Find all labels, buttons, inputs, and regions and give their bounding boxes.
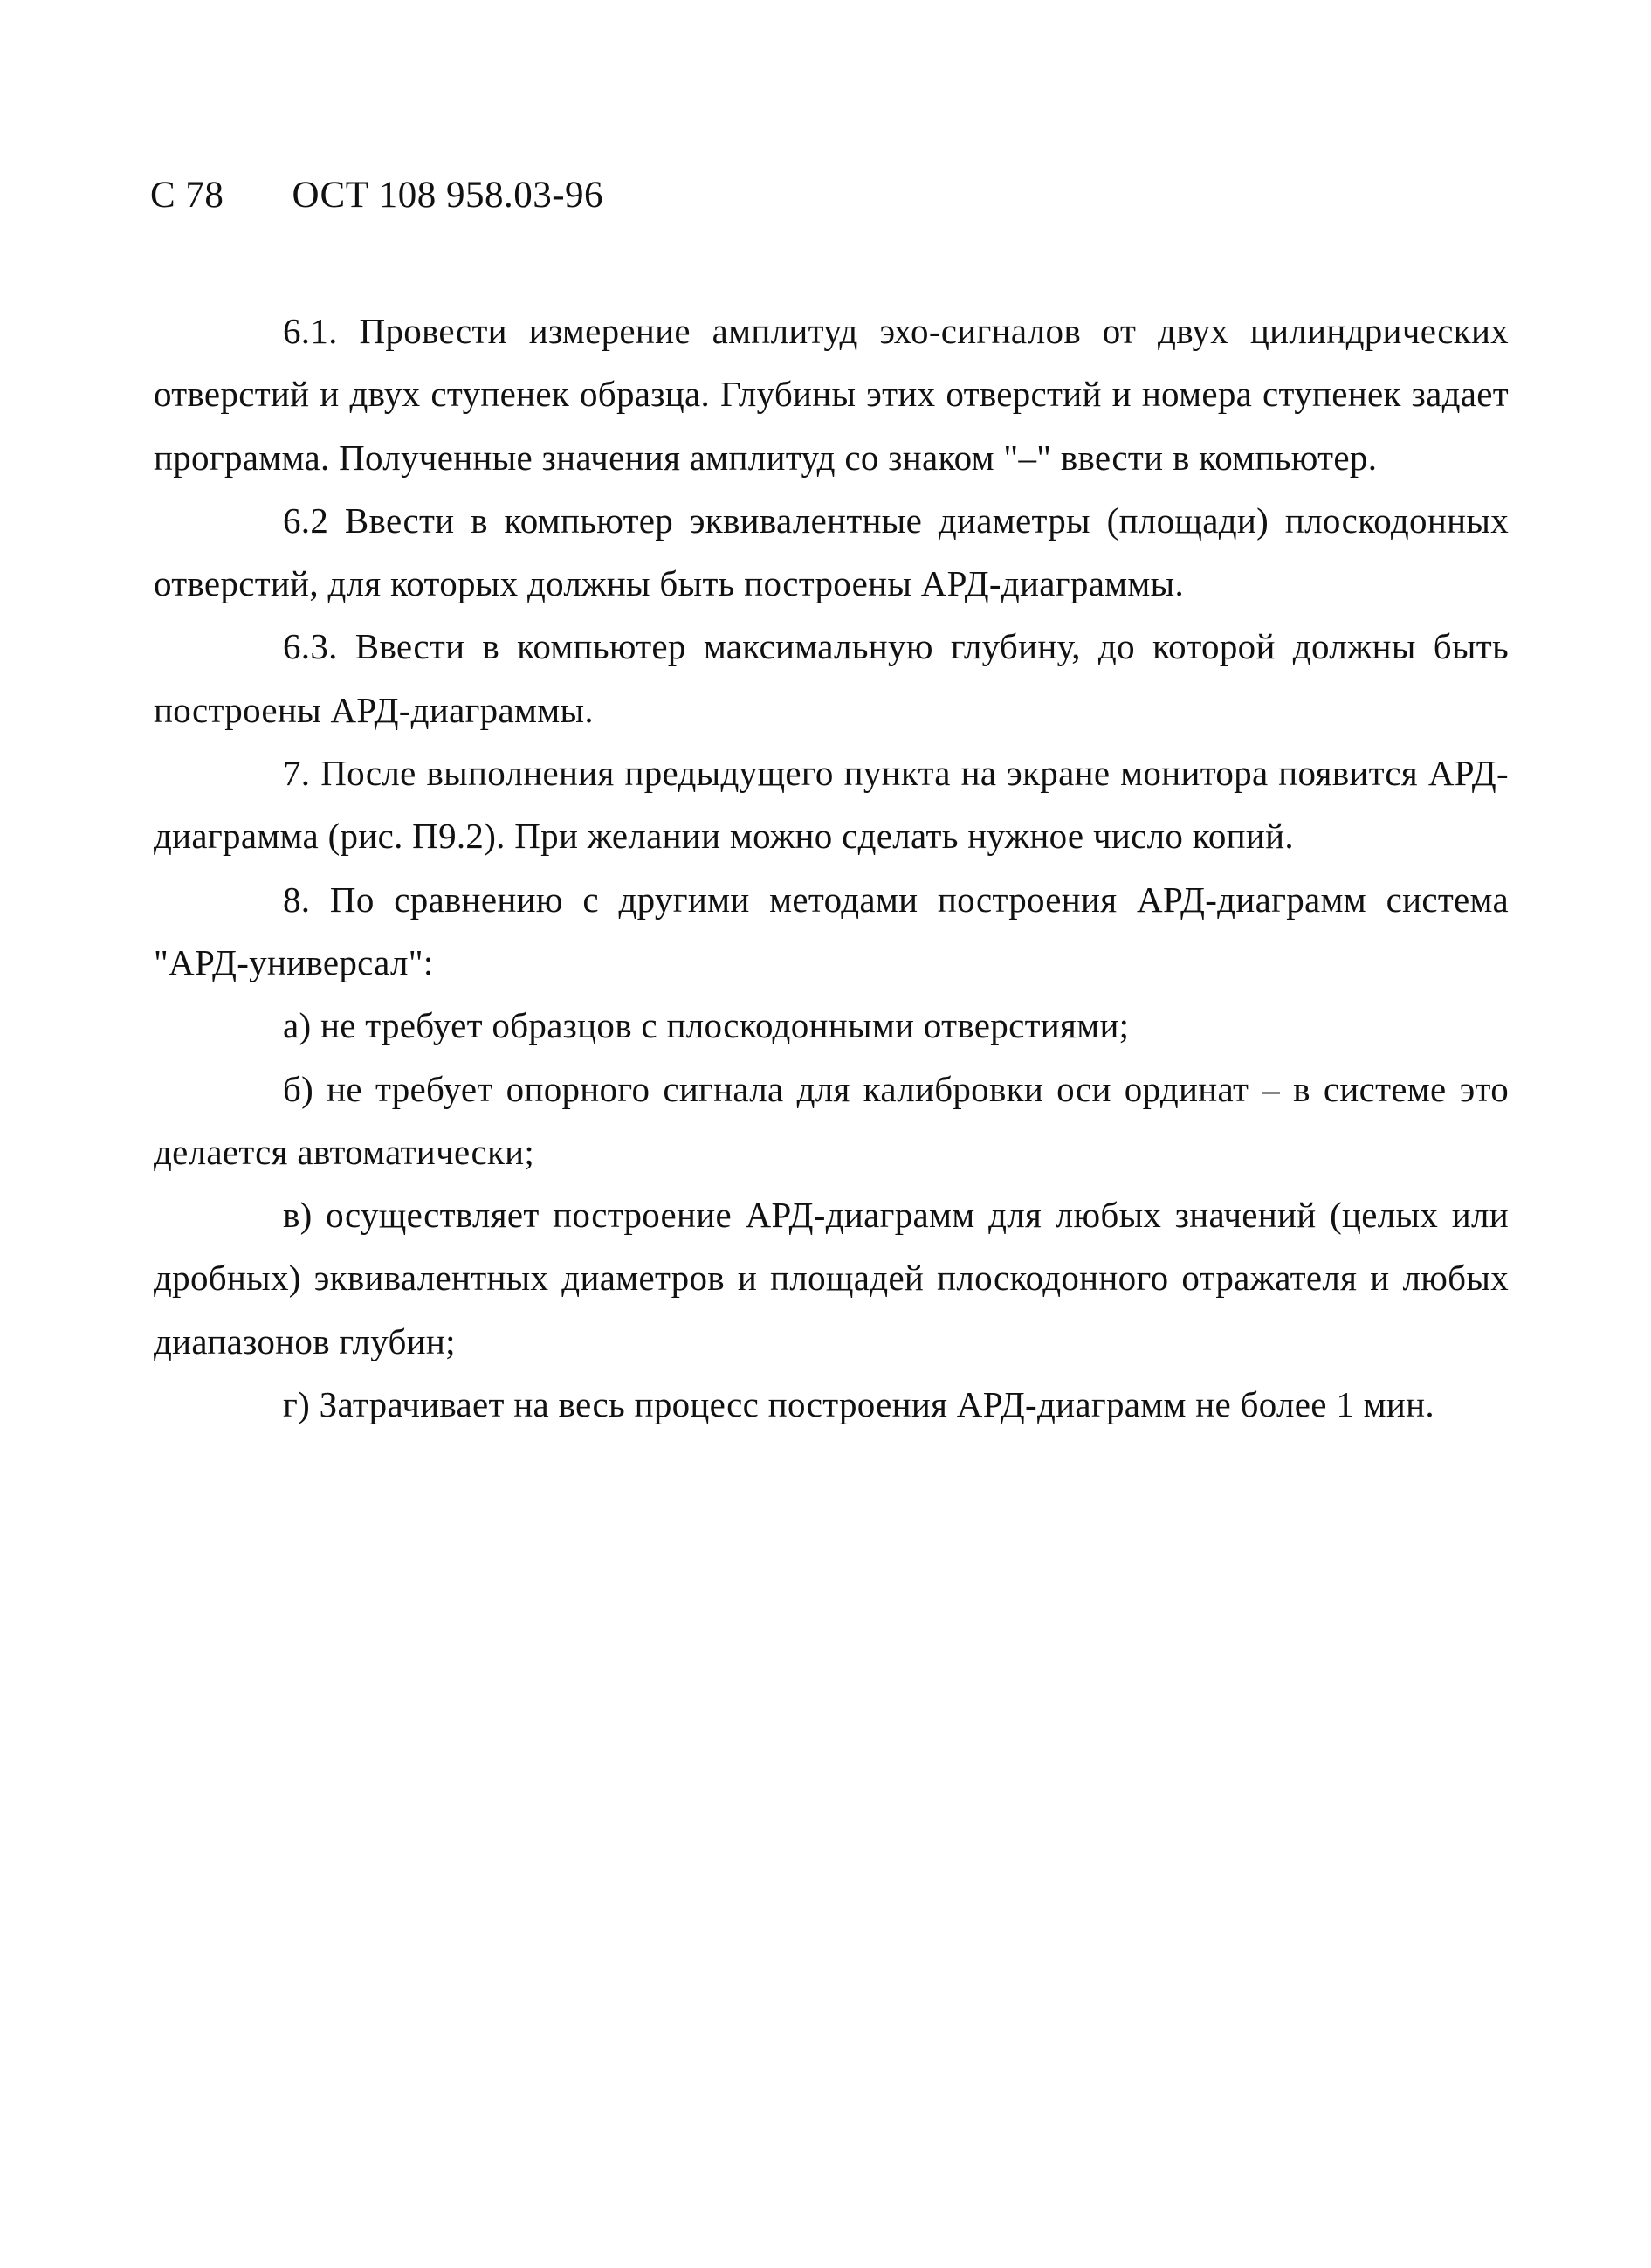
paragraph-6-1: 6.1. Провести измерение амплитуд эхо-сигналов от двух цилиндрических отверстий и двух ступенек образца. Глубины этих отверстий и номера ступенек задает программа. Полученные значения амплитуд со знаком "–" ввести в компьютер. [154, 311, 1509, 478]
paragraph-6-3: 6.3. Ввести в компьютер максимальную глубину, до которой должны быть построены АРД-диаграммы. [154, 626, 1509, 730]
list-item-g: г) Затрачивает на весь процесс построения АРД-диаграмм не более 1 мин. [283, 1384, 1434, 1425]
page-number: С 78 [150, 175, 224, 216]
list-item-v: в) осуществляет построение АРД-диаграмм для любых значений (целых или дробных) эквивалентных диаметров и площадей плоскодонного отражателя и любых диапазонов глубин; [154, 1195, 1509, 1361]
page-header [150, 171, 603, 220]
document-body [154, 300, 1509, 1436]
paragraph-8: 8. По сравнению с другими методами построения АРД-диаграмм система "АРД-универсал": [154, 879, 1509, 982]
list-item-b: б) не требует опорного сигнала для калибровки оси ординат – в системе это делается автоматически; [154, 1068, 1509, 1172]
paragraph-6-2: 6.2 Ввести в компьютер эквивалентные диаметры (площади) плоскодонных отверстий, для которых должны быть построены АРД-диаграммы. [154, 500, 1509, 604]
list-item-a: а) не требует образцов с плоскодонными отверстиями; [283, 1005, 1130, 1046]
document-code: ОСТ 108 958.03-96 [292, 175, 604, 216]
paragraph-7: 7. После выполнения предыдущего пункта на экране монитора появится АРД-диаграмма (рис. П9.2). При желании можно сделать нужное число копий. [154, 753, 1509, 857]
